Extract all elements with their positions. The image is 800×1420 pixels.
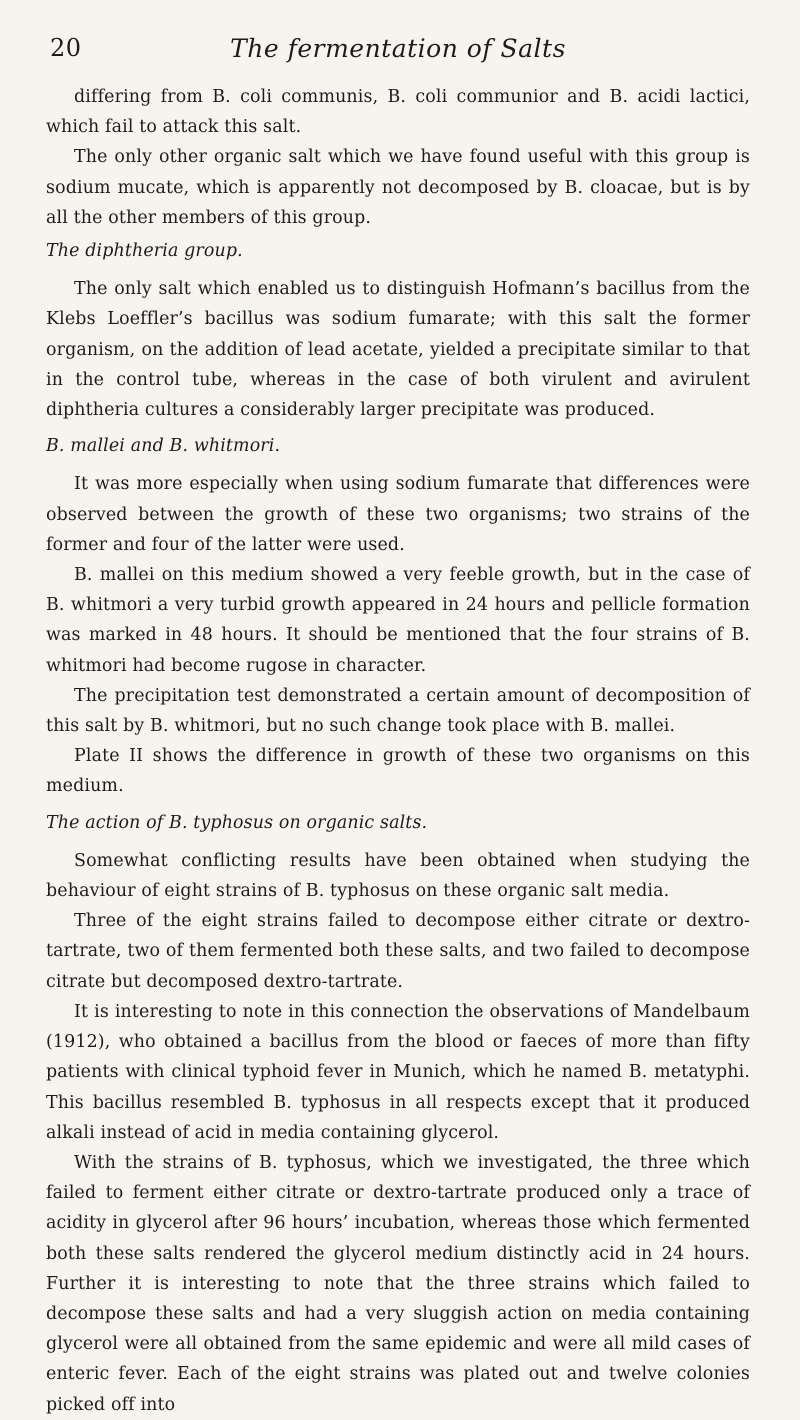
- paragraph: Somewhat conflicting results have been obtained when studying the behaviour of eight strains of B. typhosus on these organic salt media.: [46, 850, 750, 902]
- section-heading-diphtheria: The diphtheria group.: [46, 241, 243, 262]
- paragraph: The precipitation test demonstrated a certain amount of decomposition of this salt by B. whitmori, but no such change took place with B. mallei.: [46, 685, 750, 737]
- paragraph: Three of the eight strains failed to decompose either citrate or dextro-tartrate, two of them fermented both these salts, and two failed to decompose citrate but decomposed dextro-tartrate.: [46, 911, 750, 992]
- running-head: [46, 34, 750, 74]
- opening-paragraph: differing from B. coli communis, B. coli communior and B. acidi lactici, which fail to attack this salt.: [46, 87, 750, 138]
- paragraph: With the strains of B. typhosus, which we investigated, the three which failed to ferment either citrate or dextro-tartrate produced only a trace of acidity in glycerol after 96 hours’ incubation, whereas those which fermented both these salts rendered the glycerol medium distinctly acid in 24 hours. Further it is interesting to note that the three strains which failed to decompose these salts and had a very sluggish action on media containing glycerol were all obtained from the same epidemic and were all mild cases of enteric fever. Each of the eight strains was plated out and twelve colonies picked off into: [46, 1152, 750, 1415]
- section-heading-mallei: B. mallei and B. whitmori.: [46, 436, 281, 457]
- paragraph: Plate II shows the difference in growth of these two organisms on this medium.: [46, 746, 750, 797]
- section-heading-typhosus: The action of B. typhosus on organic salts.: [46, 812, 428, 833]
- page-number: 20: [50, 34, 82, 62]
- paragraph: The only other organic salt which we have found useful with this group is sodium mucate, which is apparently not decomposed by B. cloacae, but is by all the other members of this group.: [46, 147, 750, 228]
- paragraph: It is interesting to note in this connection the observations of Mandelbaum (1912), who obtained a bacillus from the blood or faeces of more than fifty patients with clinical typhoid fever in Munich, which he named B. metatyphi. This bacillus resembled B. typhosus in all respects except that it produced alkali instead of acid in media containing glycerol.: [46, 1001, 750, 1143]
- running-title: The fermentation of Salts: [230, 34, 566, 63]
- paragraph: It was more especially when using sodium fumarate that differences were observed between the growth of these two organisms; two strains of the former and four of the latter were used.: [46, 474, 750, 555]
- paragraph: B. mallei on this medium showed a very feeble growth, but in the case of B. whitmori a very turbid growth appeared in 24 hours and pellicle formation was marked in 48 hours. It should be mentioned that the four strains of B. whitmori had become rugose in character.: [46, 565, 750, 676]
- paragraph: The only salt which enabled us to distinguish Hofmann’s bacillus from the Klebs Loeffler’s bacillus was sodium fumarate; with this salt the former organism, on the addition of lead acetate, yielded a precipitate similar to that in the control tube, whereas in the case of both virulent and avirulent diphtheria cultures a considerably larger precipitate was produced.: [46, 279, 750, 421]
- body-text: [46, 82, 750, 1420]
